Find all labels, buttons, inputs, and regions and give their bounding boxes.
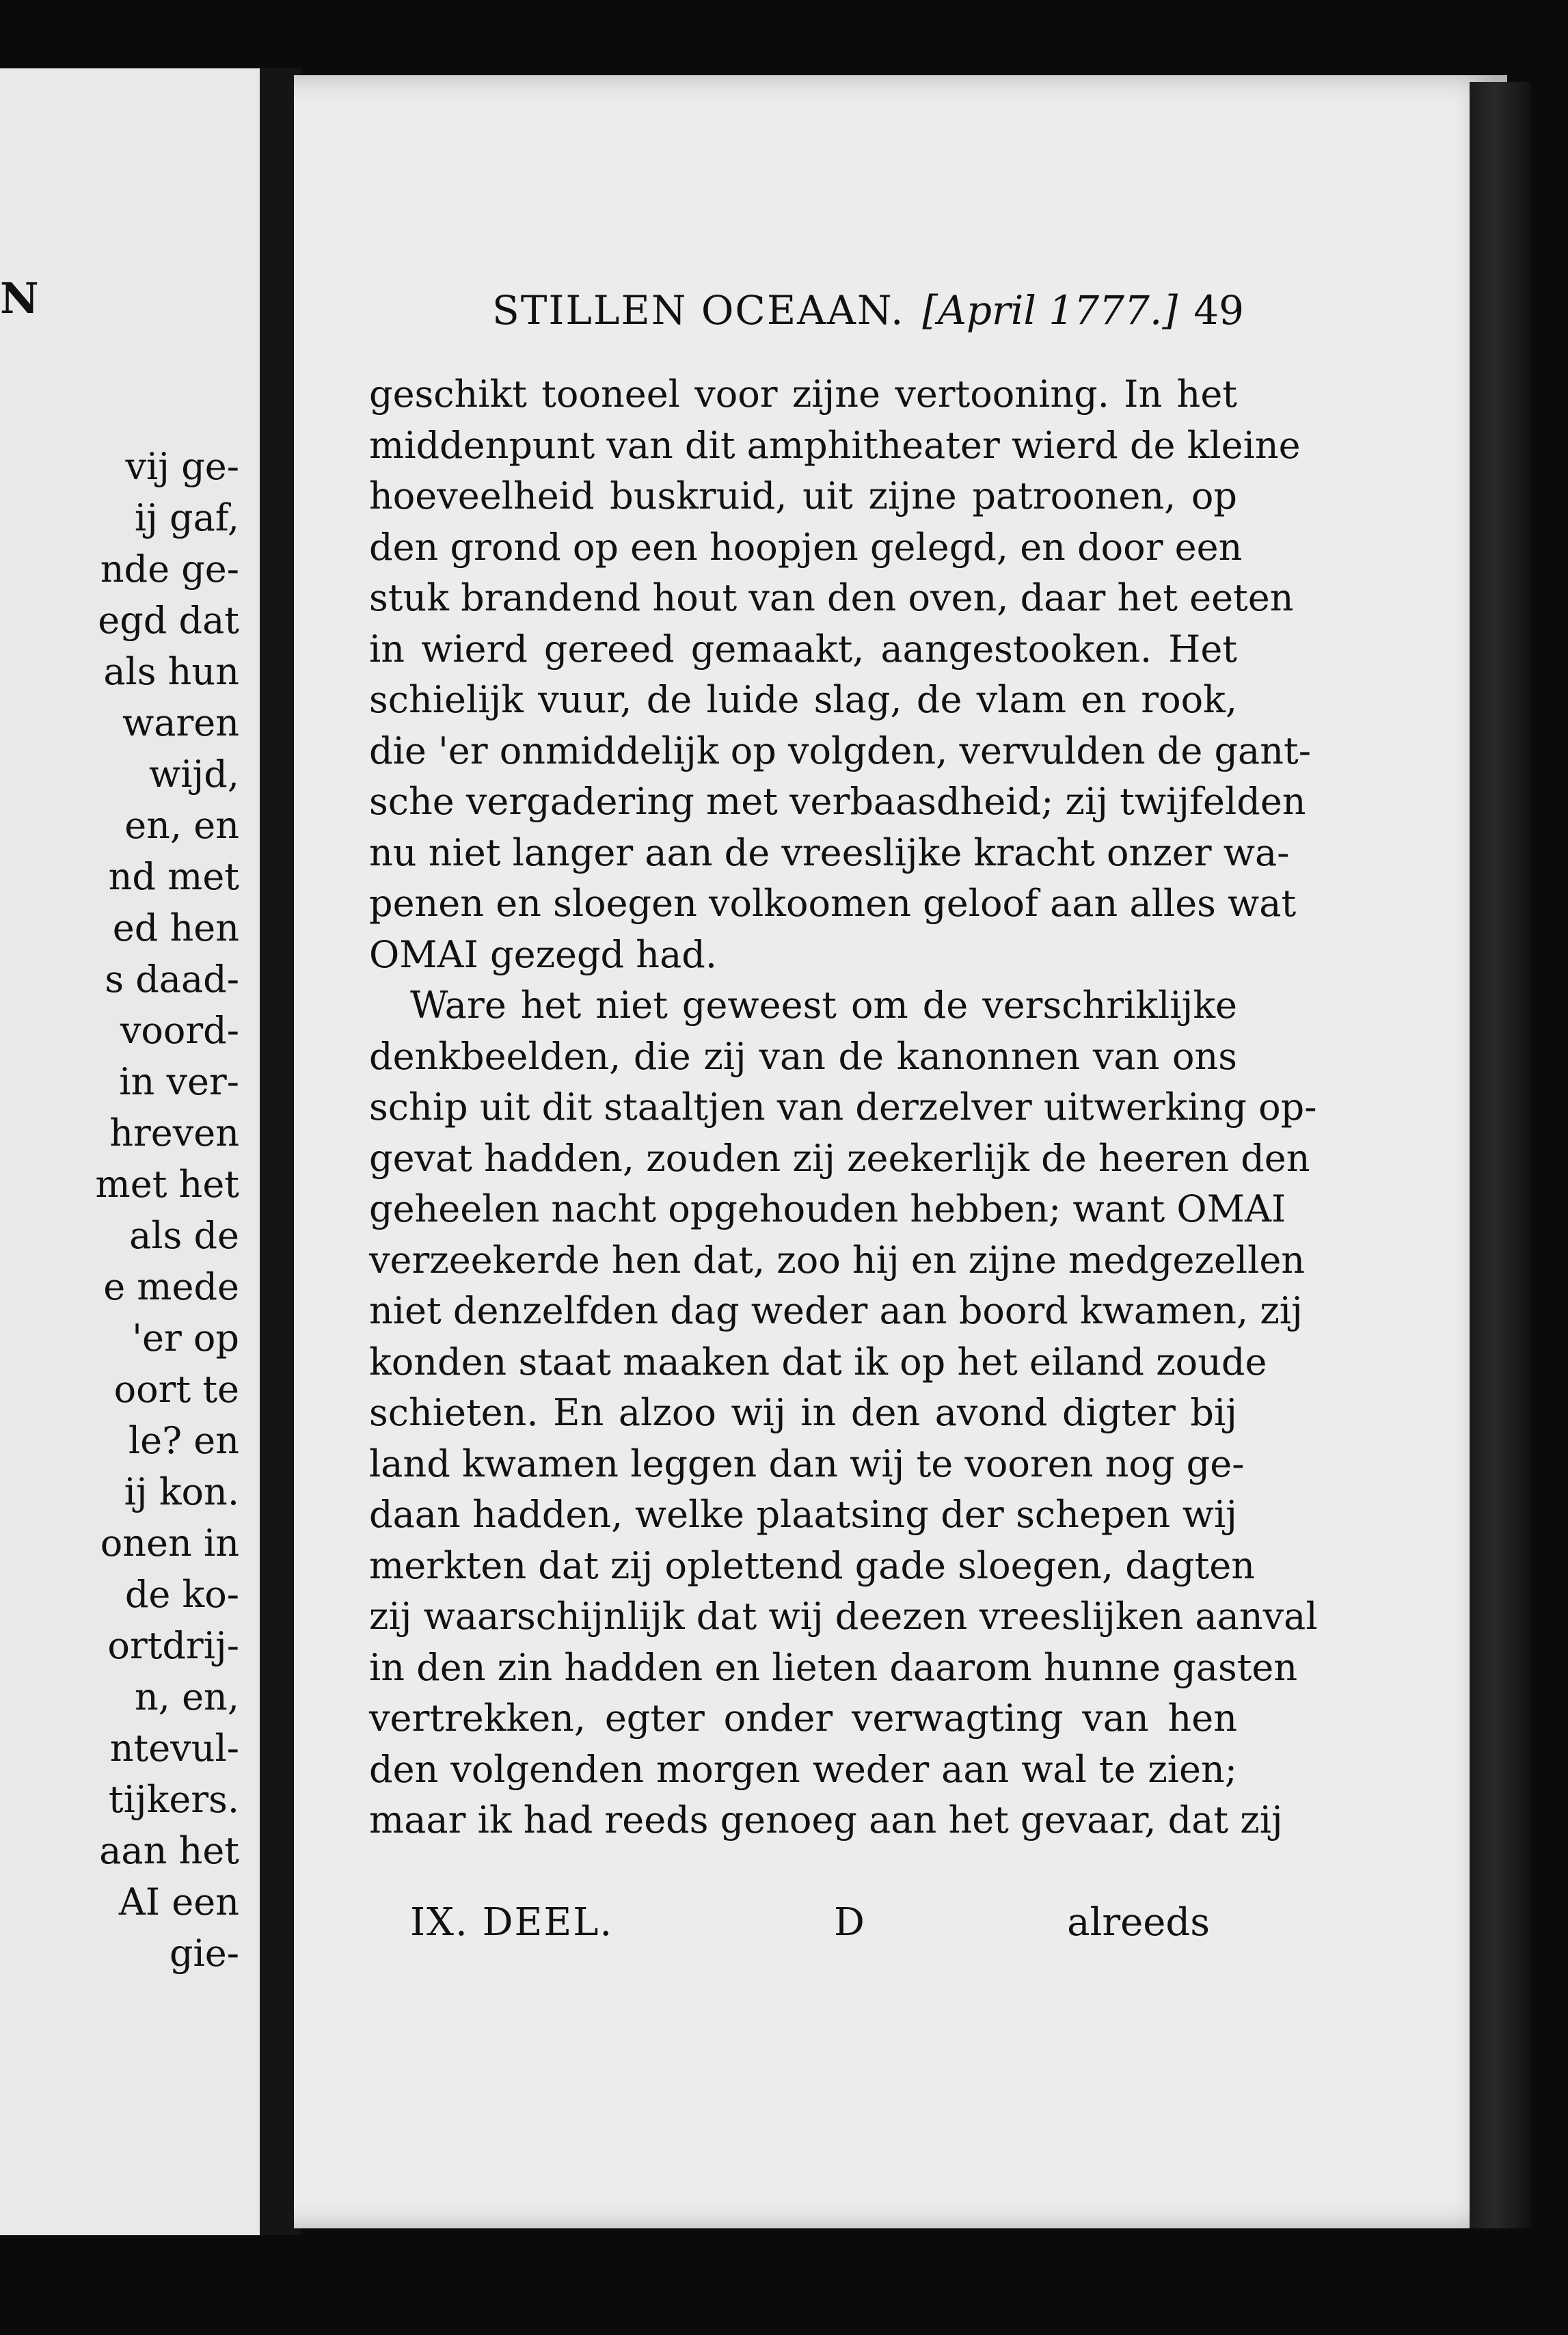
left-text-line: de ko- bbox=[124, 1573, 239, 1616]
text-line: in den zin hadden en lieten daarom hunne gasten bbox=[369, 1645, 1298, 1689]
running-head bbox=[492, 287, 1244, 334]
text-line: verzeekerde hen dat, zoo hij en zijne medgezellen bbox=[369, 1238, 1306, 1282]
text-line: land kwamen leggen dan wij te vooren nog ge- bbox=[369, 1442, 1245, 1485]
left-text-line: ed hen bbox=[112, 906, 239, 949]
text-line: schielijk vuur, de luide slag, de vlam en rook, bbox=[369, 678, 1237, 721]
text-line: den volgenden morgen weder aan wal te zien; bbox=[369, 1747, 1237, 1791]
text-line: stuk brandend hout van den oven, daar het eeten bbox=[369, 576, 1294, 619]
left-text-line: s daad- bbox=[105, 958, 239, 1001]
text-line: die 'er onmiddelijk op volgden, vervulden de gant- bbox=[369, 729, 1311, 772]
text-line: nu niet langer aan de vreeslijke kracht onzer wa- bbox=[369, 831, 1290, 874]
text-line: schieten. En alzoo wij in den avond digter bij bbox=[369, 1391, 1237, 1434]
left-text-line: wijd, bbox=[149, 753, 239, 796]
left-page-text bbox=[0, 441, 239, 1979]
left-text-line: onen in bbox=[100, 1522, 239, 1565]
signature-mark: IX. DEEL. bbox=[410, 1900, 614, 1945]
text-line: konden staat maaken dat ik op het eiland zoude bbox=[369, 1340, 1267, 1384]
text-line: zij waarschijnlijk dat wij deezen vreeslijken aanval bbox=[369, 1595, 1318, 1638]
left-text-line: als hun bbox=[103, 650, 239, 693]
left-text-line: nde ge- bbox=[100, 548, 239, 591]
left-text-line: 'er op bbox=[132, 1317, 239, 1360]
text-line: hoeveelheid buskruid, uit zijne patroonen, op bbox=[369, 474, 1237, 517]
left-text-line: egd dat bbox=[98, 599, 239, 642]
text-line: sche vergadering met verbaasdheid; zij twijfelden bbox=[369, 780, 1306, 823]
page-edge-shadow bbox=[1470, 82, 1531, 2228]
left-text-line: nd met bbox=[108, 855, 239, 898]
left-text-line: ntevul- bbox=[109, 1727, 239, 1770]
left-text-line: vij ge- bbox=[125, 445, 239, 488]
left-text-line: in ver- bbox=[119, 1060, 239, 1103]
left-text-line: oort te bbox=[113, 1368, 239, 1411]
text-line: schip uit dit staaltjen van derzelver uitwerking op- bbox=[369, 1085, 1317, 1129]
running-head-date: [April 1777.] bbox=[922, 287, 1178, 334]
text-line: geschikt tooneel voor zijne vertooning. In het bbox=[369, 373, 1237, 416]
page-number: 49 bbox=[1193, 287, 1244, 334]
left-text-line: waren bbox=[122, 701, 239, 744]
signature-letter: D bbox=[834, 1900, 865, 1945]
left-text-line: AI een bbox=[118, 1880, 239, 1924]
left-text-line: hreven bbox=[109, 1111, 239, 1155]
text-line: in wierd gereed gemaakt, aangestooken. Het bbox=[369, 627, 1237, 671]
text-line: penen en sloegen volkoomen geloof aan alles wat bbox=[369, 882, 1297, 925]
left-text-line: voord- bbox=[120, 1009, 239, 1052]
text-line: den grond op een hoopjen gelegd, en door een bbox=[369, 525, 1243, 569]
left-text-line: e mede bbox=[103, 1265, 239, 1308]
left-text-line: ortdrij- bbox=[107, 1624, 239, 1667]
left-running-head-fragment: N bbox=[0, 273, 39, 323]
left-text-line: gie- bbox=[169, 1932, 239, 1975]
text-line: OMAI gezegd had. bbox=[369, 932, 717, 976]
text-line: Ware het niet geweest om de verschriklijke bbox=[410, 984, 1237, 1027]
text-line: maar ik had reeds genoeg aan het gevaar, dat zij bbox=[369, 1798, 1283, 1841]
left-text-line: aan het bbox=[99, 1829, 239, 1872]
left-text-line: le? en bbox=[128, 1419, 239, 1462]
left-text-line: tijkers. bbox=[108, 1778, 239, 1821]
text-line: denkbeelden, die zij van de kanonnen van ons bbox=[369, 1034, 1237, 1078]
catchword: alreeds bbox=[1067, 1900, 1210, 1945]
left-text-line: met het bbox=[95, 1163, 239, 1206]
text-line: niet denzelfden dag weder aan boord kwamen, zij bbox=[369, 1289, 1303, 1332]
text-line: gevat hadden, zouden zij zeekerlijk de heeren den bbox=[369, 1136, 1310, 1180]
left-text-line: en, en bbox=[124, 804, 239, 847]
text-line: merkten dat zij oplettend gade sloegen, dagten bbox=[369, 1543, 1256, 1587]
left-text-line: ij gaf, bbox=[134, 496, 239, 539]
text-line: geheelen nacht opgehouden hebben; want OMAI bbox=[369, 1187, 1286, 1230]
body-text bbox=[369, 369, 1318, 1846]
text-line: vertrekken, egter onder verwagting van hen bbox=[369, 1697, 1237, 1740]
left-text-line: ij kon. bbox=[124, 1470, 239, 1513]
text-line: daan hadden, welke plaatsing der schepen wij bbox=[369, 1493, 1237, 1536]
left-page-fragment bbox=[0, 68, 264, 2235]
text-line: middenpunt van dit amphitheater wierd de kleine bbox=[369, 423, 1301, 467]
running-head-title: STILLEN OCEAAN. bbox=[492, 287, 905, 334]
left-text-line: als de bbox=[129, 1214, 239, 1257]
left-text-line: n, en, bbox=[134, 1675, 239, 1718]
